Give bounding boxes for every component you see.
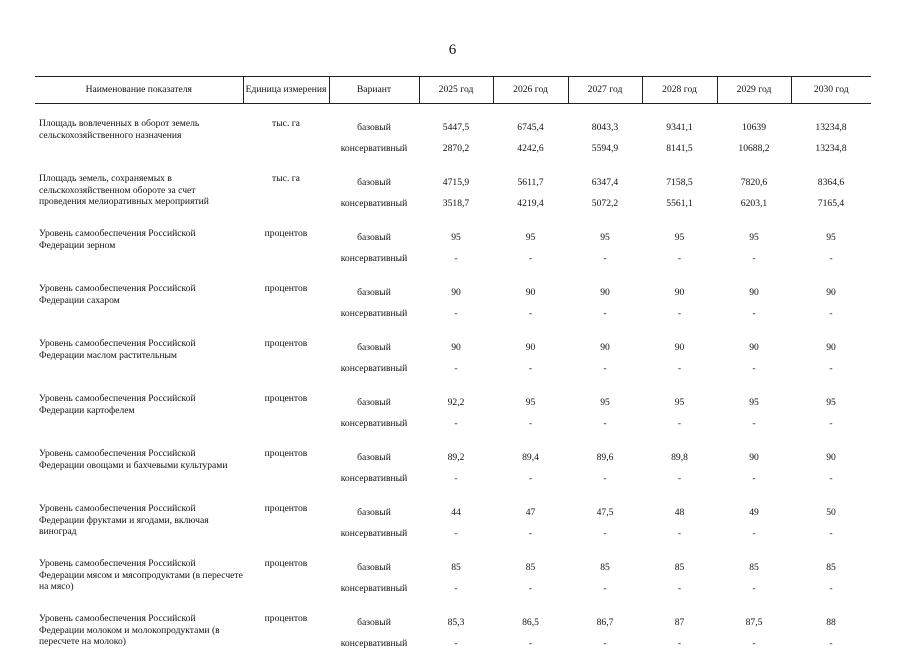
value-cell: 47,5 (568, 502, 642, 523)
value-cell: - (419, 523, 493, 544)
variant-label: базовый (329, 227, 419, 248)
header-unit: Единица измерения (243, 77, 329, 104)
row-spacer (35, 489, 871, 502)
value-cell: - (568, 468, 642, 489)
value-cell: - (419, 578, 493, 599)
value-cell: - (642, 633, 717, 654)
value-cell: 10688,2 (717, 138, 791, 159)
value-cell: 5447,5 (419, 117, 493, 138)
spacer-cell (35, 214, 871, 227)
variant-label: консервативный (329, 248, 419, 269)
value-cell: - (493, 578, 568, 599)
row-spacer (35, 214, 871, 227)
value-cell: 95 (493, 392, 568, 413)
variant-label: консервативный (329, 358, 419, 379)
variant-label: базовый (329, 502, 419, 523)
value-cell: 88 (791, 612, 871, 633)
indicator-unit: процентов (243, 337, 329, 379)
value-cell: 95 (791, 227, 871, 248)
value-cell: 89,2 (419, 447, 493, 468)
value-cell: 90 (493, 337, 568, 358)
value-cell: 2870,2 (419, 138, 493, 159)
value-cell: 86,5 (493, 612, 568, 633)
value-cell: 5611,7 (493, 172, 568, 193)
variant-label: консервативный (329, 523, 419, 544)
indicator-name: Уровень самообеспечения Российской Федерации картофелем (35, 392, 243, 434)
indicator-name: Уровень самообеспечения Российской Федерации овощами и бахчевыми культурами (35, 447, 243, 489)
value-cell: - (717, 468, 791, 489)
value-cell: - (493, 358, 568, 379)
value-cell: - (717, 633, 791, 654)
row-spacer (35, 269, 871, 282)
variant-label: консервативный (329, 193, 419, 214)
row-spacer (35, 379, 871, 392)
spacer-cell (35, 599, 871, 612)
value-cell: 47 (493, 502, 568, 523)
value-cell: - (419, 248, 493, 269)
value-cell: - (493, 413, 568, 434)
value-cell: 7165,4 (791, 193, 871, 214)
value-cell: 90 (568, 282, 642, 303)
indicator-name: Уровень самообеспечения Российской Федерации молоком и молокопродуктами (в пересчете на молоко) (35, 612, 243, 654)
indicator-name: Уровень самообеспечения Российской Федерации маслом растительным (35, 337, 243, 379)
row-spacer (35, 544, 871, 557)
value-cell: 90 (717, 447, 791, 468)
indicator-unit: процентов (243, 227, 329, 269)
value-cell: 90 (493, 282, 568, 303)
indicator-name: Уровень самообеспечения Российской Федерации сахаром (35, 282, 243, 324)
indicator-name: Площадь земель, сохраняемых в сельскохозяйственном обороте за счет проведения мелиоративных мероприятий (35, 172, 243, 214)
variant-label: базовый (329, 612, 419, 633)
value-cell: 95 (568, 392, 642, 413)
value-cell: - (642, 303, 717, 324)
row-spacer (35, 434, 871, 447)
table-row-base (35, 447, 871, 468)
value-cell: - (568, 578, 642, 599)
value-cell: 44 (419, 502, 493, 523)
value-cell: 50 (791, 502, 871, 523)
value-cell: - (642, 523, 717, 544)
value-cell: 89,8 (642, 447, 717, 468)
value-cell: - (717, 413, 791, 434)
value-cell: 90 (717, 282, 791, 303)
variant-label: базовый (329, 117, 419, 138)
value-cell: 90 (419, 337, 493, 358)
value-cell: 4242,6 (493, 138, 568, 159)
table-header-row (35, 77, 871, 104)
value-cell: - (791, 633, 871, 654)
variant-label: базовый (329, 172, 419, 193)
value-cell: - (568, 358, 642, 379)
value-cell: 86,7 (568, 612, 642, 633)
value-cell: 3518,7 (419, 193, 493, 214)
value-cell: 7820,6 (717, 172, 791, 193)
indicator-name: Уровень самообеспечения Российской Федерации мясом и мясопродуктами (в пересчете на мясо) (35, 557, 243, 599)
value-cell: 85,3 (419, 612, 493, 633)
value-cell: 92,2 (419, 392, 493, 413)
spacer-cell (35, 489, 871, 502)
value-cell: - (568, 303, 642, 324)
value-cell: 6347,4 (568, 172, 642, 193)
value-cell: 87,5 (717, 612, 791, 633)
value-cell: 90 (791, 282, 871, 303)
value-cell: 89,4 (493, 447, 568, 468)
value-cell: 90 (568, 337, 642, 358)
value-cell: 90 (419, 282, 493, 303)
page-number: 6 (0, 42, 905, 59)
value-cell: - (791, 578, 871, 599)
value-cell: - (568, 248, 642, 269)
value-cell: 85 (642, 557, 717, 578)
spacer-cell (35, 379, 871, 392)
indicator-name: Уровень самообеспечения Российской Федерации зерном (35, 227, 243, 269)
value-cell: 8364,6 (791, 172, 871, 193)
indicator-unit: процентов (243, 447, 329, 489)
value-cell: 90 (791, 447, 871, 468)
indicator-unit: процентов (243, 612, 329, 654)
table-row-base (35, 557, 871, 578)
variant-label: консервативный (329, 138, 419, 159)
value-cell: 4715,9 (419, 172, 493, 193)
value-cell: - (493, 523, 568, 544)
table-row-base (35, 227, 871, 248)
header-year: 2029 год (717, 77, 791, 104)
value-cell: 95 (493, 227, 568, 248)
value-cell: 85 (791, 557, 871, 578)
value-cell: - (717, 358, 791, 379)
variant-label: базовый (329, 557, 419, 578)
value-cell: - (419, 413, 493, 434)
row-spacer (35, 599, 871, 612)
value-cell: 95 (419, 227, 493, 248)
variant-label: консервативный (329, 413, 419, 434)
value-cell: 85 (717, 557, 791, 578)
table-row-base (35, 337, 871, 358)
table-row-base (35, 117, 871, 138)
row-spacer (35, 159, 871, 172)
value-cell: 8043,3 (568, 117, 642, 138)
variant-label: базовый (329, 447, 419, 468)
value-cell: 7158,5 (642, 172, 717, 193)
value-cell: 95 (791, 392, 871, 413)
header-variant: Вариант (329, 77, 419, 104)
table-row-base (35, 392, 871, 413)
value-cell: 5594,9 (568, 138, 642, 159)
value-cell: - (493, 303, 568, 324)
indicator-unit: процентов (243, 392, 329, 434)
value-cell: 4219,4 (493, 193, 568, 214)
variant-label: базовый (329, 392, 419, 413)
header-year: 2030 год (791, 77, 871, 104)
value-cell: 48 (642, 502, 717, 523)
value-cell: - (791, 303, 871, 324)
spacer-cell (35, 159, 871, 172)
spacer-cell (35, 104, 871, 118)
value-cell: - (717, 578, 791, 599)
table-row-base (35, 502, 871, 523)
value-cell: - (791, 248, 871, 269)
value-cell: 8141,5 (642, 138, 717, 159)
value-cell: - (493, 468, 568, 489)
value-cell: 95 (642, 392, 717, 413)
value-cell: - (791, 358, 871, 379)
value-cell: - (493, 248, 568, 269)
indicator-unit: процентов (243, 502, 329, 544)
value-cell: - (419, 633, 493, 654)
row-spacer (35, 104, 871, 118)
value-cell: - (568, 523, 642, 544)
indicator-unit: тыс. га (243, 172, 329, 214)
variant-label: базовый (329, 282, 419, 303)
variant-label: консервативный (329, 633, 419, 654)
value-cell: - (642, 248, 717, 269)
value-cell: 5072,2 (568, 193, 642, 214)
value-cell: - (791, 468, 871, 489)
value-cell: 90 (642, 337, 717, 358)
value-cell: 85 (493, 557, 568, 578)
value-cell: 85 (419, 557, 493, 578)
value-cell: - (717, 248, 791, 269)
value-cell: 85 (568, 557, 642, 578)
value-cell: 6745,4 (493, 117, 568, 138)
value-cell: - (642, 578, 717, 599)
header-year: 2028 год (642, 77, 717, 104)
value-cell: - (419, 303, 493, 324)
indicator-unit: процентов (243, 557, 329, 599)
value-cell: 95 (717, 392, 791, 413)
spacer-cell (35, 544, 871, 557)
variant-label: консервативный (329, 468, 419, 489)
value-cell: - (493, 633, 568, 654)
value-cell: - (642, 358, 717, 379)
value-cell: 95 (642, 227, 717, 248)
value-cell: - (717, 523, 791, 544)
value-cell: 95 (717, 227, 791, 248)
spacer-cell (35, 324, 871, 337)
value-cell: - (717, 303, 791, 324)
indicator-unit: процентов (243, 282, 329, 324)
value-cell: 13234,8 (791, 117, 871, 138)
value-cell: - (568, 413, 642, 434)
header-year: 2026 год (493, 77, 568, 104)
value-cell: 87 (642, 612, 717, 633)
value-cell: 95 (568, 227, 642, 248)
variant-label: консервативный (329, 303, 419, 324)
spacer-cell (35, 269, 871, 282)
value-cell: 13234,8 (791, 138, 871, 159)
variant-label: консервативный (329, 578, 419, 599)
value-cell: 89,6 (568, 447, 642, 468)
value-cell: 10639 (717, 117, 791, 138)
indicator-name: Площадь вовлеченных в оборот земель сельскохозяйственного назначения (35, 117, 243, 159)
indicators-table (35, 76, 871, 654)
table-body (35, 104, 871, 654)
value-cell: - (568, 633, 642, 654)
value-cell: 5561,1 (642, 193, 717, 214)
value-cell: 6203,1 (717, 193, 791, 214)
value-cell: - (419, 468, 493, 489)
header-name: Наименование показателя (35, 77, 243, 104)
value-cell: 90 (717, 337, 791, 358)
value-cell: - (642, 413, 717, 434)
table-row-base (35, 612, 871, 633)
value-cell: 9341,1 (642, 117, 717, 138)
indicator-name: Уровень самообеспечения Российской Федерации фруктами и ягодами, включая виноград (35, 502, 243, 544)
value-cell: - (791, 413, 871, 434)
variant-label: базовый (329, 337, 419, 358)
indicator-unit: тыс. га (243, 117, 329, 159)
header-year: 2025 год (419, 77, 493, 104)
spacer-cell (35, 434, 871, 447)
value-cell: 90 (791, 337, 871, 358)
value-cell: 90 (642, 282, 717, 303)
row-spacer (35, 324, 871, 337)
table-row-base (35, 172, 871, 193)
value-cell: - (642, 468, 717, 489)
value-cell: - (419, 358, 493, 379)
header-year: 2027 год (568, 77, 642, 104)
table-row-base (35, 282, 871, 303)
value-cell: - (791, 523, 871, 544)
value-cell: 49 (717, 502, 791, 523)
